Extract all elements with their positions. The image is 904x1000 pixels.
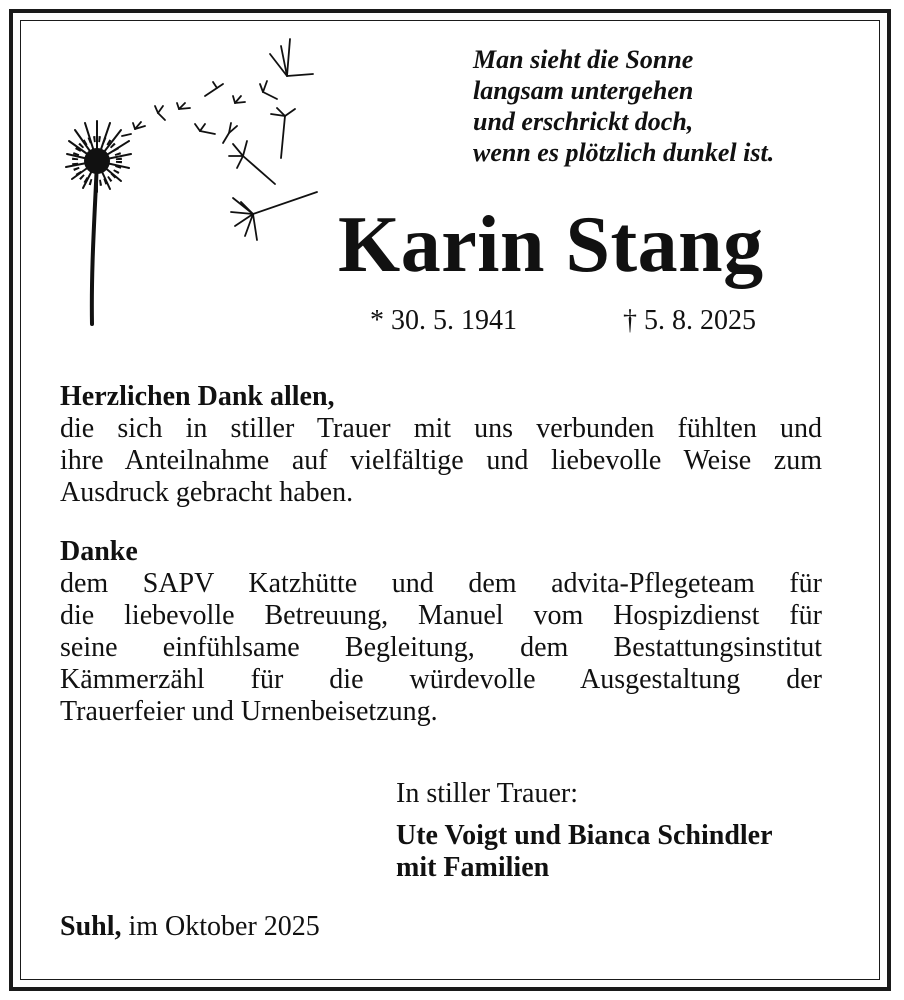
danke-heading: Danke [60, 536, 138, 567]
poem [473, 44, 873, 168]
thanks-line: die sich in stiller Trauer mit uns verbunden fühlten und [60, 413, 822, 444]
danke-line: die liebevolle Betreuung, Manuel vom Hospizdienst für [60, 600, 822, 631]
poem-line: wenn es plötzlich dunkel ist. [473, 138, 775, 167]
thanks-line: ihre Anteilnahme auf vielfältige und liebevolle Weise zum [60, 445, 822, 476]
birth-date: * 30. 5. 1941 [370, 305, 517, 336]
signature-names-line: Ute Voigt und Bianca Schindler [396, 820, 773, 851]
danke-line: Kämmerzähl für die würdevolle Ausgestaltung der [60, 664, 822, 695]
danke-line: dem SAPV Katzhütte und dem advita-Pflegeteam für [60, 568, 822, 599]
signature-names-line: mit Familien [396, 852, 550, 883]
poem-line: und erschrickt doch, [473, 107, 694, 136]
death-date: † 5. 8. 2025 [623, 305, 756, 336]
signature-names [396, 820, 773, 884]
place-date [60, 911, 320, 943]
poem-line: langsam untergehen [473, 76, 694, 105]
thanks-line: Ausdruck gebracht haben. [60, 477, 354, 508]
place-city: Suhl, [60, 911, 122, 942]
danke-line: Trauerfeier und Urnenbeisetzung. [60, 696, 438, 727]
thanks-paragraph [60, 381, 822, 509]
signature-intro: In stiller Trauer: [396, 778, 578, 809]
deceased-name: Karin Stang [338, 201, 764, 289]
poem-line: Man sieht die Sonne [473, 45, 694, 74]
thanks-heading: Herzlichen Dank allen, [60, 381, 335, 412]
dandelion-icon [55, 26, 335, 331]
danke-paragraph [60, 536, 822, 728]
place-date-text: im Oktober 2025 [128, 911, 320, 942]
danke-line: seine einfühlsame Begleitung, dem Bestattungsinstitut [60, 632, 822, 663]
